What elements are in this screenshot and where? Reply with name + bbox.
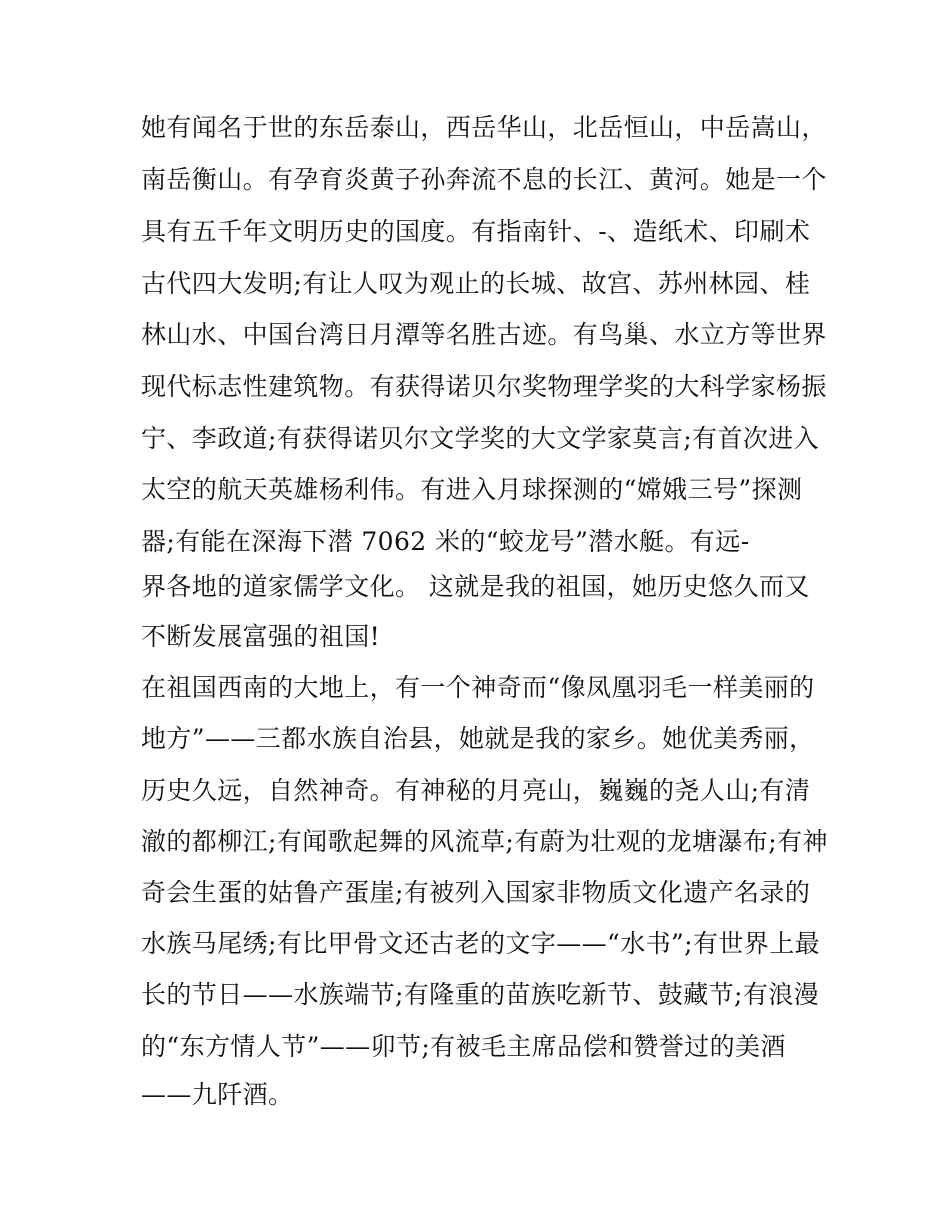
text-line: 地方”——三都水族自治县，她就是我的家乡。她优美秀丽，: [141, 724, 815, 753]
text-line: 林山水、中国台湾日月潭等名胜古迹。有鸟巢、水立方等世界: [141, 320, 827, 349]
text-line: 不断发展富强的祖国!: [141, 622, 381, 651]
text-line: 她有闻名于世的东岳泰山，西岳华山，北岳恒山，中岳嵩山，: [141, 113, 827, 142]
text-line: 历史久远，自然神奇。有神秘的月亮山，巍巍的尧人山;有清: [141, 776, 811, 805]
text-line: 太空的航天英雄杨利伟。有进入月球探测的“嫦娥三号”探测: [141, 475, 803, 504]
text-line: ——九阡酒。: [141, 1080, 294, 1109]
text-line: 奇会生蛋的姑鲁产蛋崖;有被列入国家非物质文化遗产名录的: [141, 878, 811, 907]
text-line: 澈的都柳江;有闻歌起舞的风流草;有蔚为壮观的龙塘瀑布;有神: [141, 827, 828, 856]
text-line: 器;有能在深海下潜 7062 米的“蛟龙号”潜水艇。有远-: [141, 527, 750, 556]
text-line: 长的节日——水族端节;有隆重的苗族吃新节、鼓藏节;有浪漫: [141, 980, 820, 1009]
text-line: 在祖国西南的大地上，有一个神奇而“像凤凰羽毛一样美丽的: [141, 673, 815, 702]
text-line: 现代标志性建筑物。有获得诺贝尔奖物理学奖的大科学家杨振: [141, 372, 827, 401]
text-line: 宁、李政道;有获得诺贝尔文学奖的大文学家莫言;有首次进入: [141, 424, 820, 453]
text-line: 具有五千年文明历史的国度。有指南针、-、造纸术、印刷术: [141, 217, 811, 246]
text-line: 南岳衡山。有孕育炎黄子孙奔流不息的长江、黄河。她是一个: [141, 165, 827, 194]
text-line: 古代四大发明;有让人叹为观止的长城、故宫、苏州林园、桂: [141, 269, 811, 298]
text-line: 界各地的道家儒学文化。 这就是我的祖国，她历史悠久而又: [141, 572, 810, 601]
text-line: 的“东方情人节”——卯节;有被毛主席品偿和赞誉过的美酒: [141, 1032, 786, 1061]
text-line: 水族马尾绣;有比甲骨文还古老的文字——“水书”;有世界上最: [141, 929, 821, 958]
